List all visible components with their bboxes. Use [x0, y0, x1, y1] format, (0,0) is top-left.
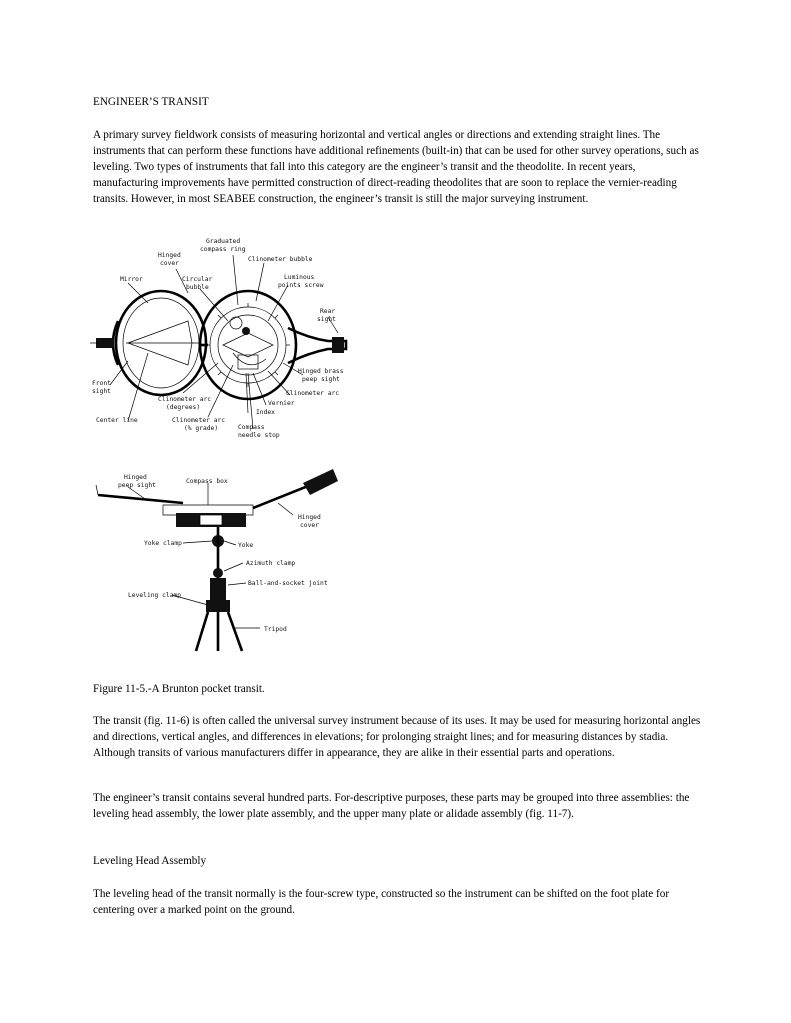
label-peep-sight: peep sight [302, 376, 340, 383]
label-ball-socket: Ball-and-socket joint [248, 580, 328, 587]
label-compass-box: Compass box [186, 478, 228, 485]
label-front-sight: sight [92, 388, 111, 395]
paragraph-transit-uses: The transit (fig. 11-6) is often called the universal survey instrument because of its uses. It may be used for measuring horizontal angles and directions, vertical angles, and differences in elevations; for prolonging straight lines; and for measuring distances by stadia. Although transits of various manufacturers differ in appearance, they are alike in their essential parts and operations. [93, 715, 701, 759]
label-cover-side: cover [300, 522, 319, 529]
label-clinometer-bubble: Clinometer bubble [248, 256, 313, 263]
label-compass: Compass [238, 424, 265, 431]
label-yoke-clamp: Yoke clamp [144, 540, 182, 547]
paragraph-intro: A primary survey fieldwork consists of measuring horizontal and vertical angles or directions and extending straight lines. The instruments that can perform these functions have additional refinements (built-in) that can be used for other survey operations, such as leveling. Two types of instruments that fall into this category are the engineer’s transit and the theodolite. In recent years, manufacturing improvements have permitted construction of direct-reading theodolites that are soon to replace the vernier-reading transits. However, in most SEABEE construction, the engineer’s transit is still the major surveying instrument. [93, 129, 699, 205]
label-index: Index [256, 409, 275, 416]
label-rear: Rear [320, 308, 336, 315]
brunton-top-view [90, 238, 346, 439]
figure-caption: Figure 11-5.-A Brunton pocket transit. [93, 683, 265, 695]
label-vernier: Vernier [268, 400, 295, 407]
label-front: Front [92, 380, 111, 387]
brunton-transit-figure [88, 233, 358, 653]
label-hinged-top: Hinged [158, 252, 181, 259]
label-clinometer-arc-grade: Clinometer arc [172, 417, 226, 424]
label-mirror: Mirror [120, 276, 143, 283]
label-clinometer-arc: Clinometer arc [158, 396, 212, 403]
label-needle-stop: needle stop [238, 432, 280, 439]
label-points-screw: points screw [278, 282, 324, 289]
label-bubble: bubble [186, 284, 209, 291]
label-cover-top: cover [160, 260, 179, 267]
brunton-side-view [96, 469, 338, 651]
label-yoke: Yoke [238, 542, 254, 549]
label-sight: sight [317, 316, 336, 323]
label-tripod: Tripod [264, 626, 287, 633]
label-grade: (% grade) [184, 425, 219, 432]
label-compass-ring: compass ring [200, 246, 246, 253]
label-peep-sight-side: peep sight [118, 482, 156, 489]
label-center-line: Center line [96, 417, 138, 424]
label-leveling-clamp: Leveling clamp [128, 592, 182, 599]
label-hinged-brass: Hinged brass [298, 368, 344, 375]
label-hinged-peep: Hinged [124, 474, 147, 481]
label-circular: Circular [182, 276, 213, 283]
paragraph-assemblies: The engineer’s transit contains several hundred parts. For-descriptive purposes, these parts may be grouped into three assemblies: the leveling head assembly, the lower plate assembly, and the upper many plate or alidade assembly (fig. 11-7). [93, 792, 690, 820]
label-clinometer-arc-right: Clinometer arc [286, 390, 340, 397]
label-azimuth-clamp: Azimuth clamp [246, 560, 296, 567]
paragraph-leveling-head: The leveling head of the transit normally is the four-screw type, constructed so the instrument can be shifted on the foot plate for centering over a marked point on the ground. [93, 888, 670, 916]
label-hinged-side: Hinged [298, 514, 321, 521]
section-title: ENGINEER’S TRANSIT [93, 96, 209, 108]
label-luminous: Luminous [284, 274, 315, 281]
subheading-leveling-head: Leveling Head Assembly [93, 855, 207, 867]
label-graduated: Graduated [206, 238, 241, 245]
label-degrees: (degrees) [166, 404, 201, 411]
